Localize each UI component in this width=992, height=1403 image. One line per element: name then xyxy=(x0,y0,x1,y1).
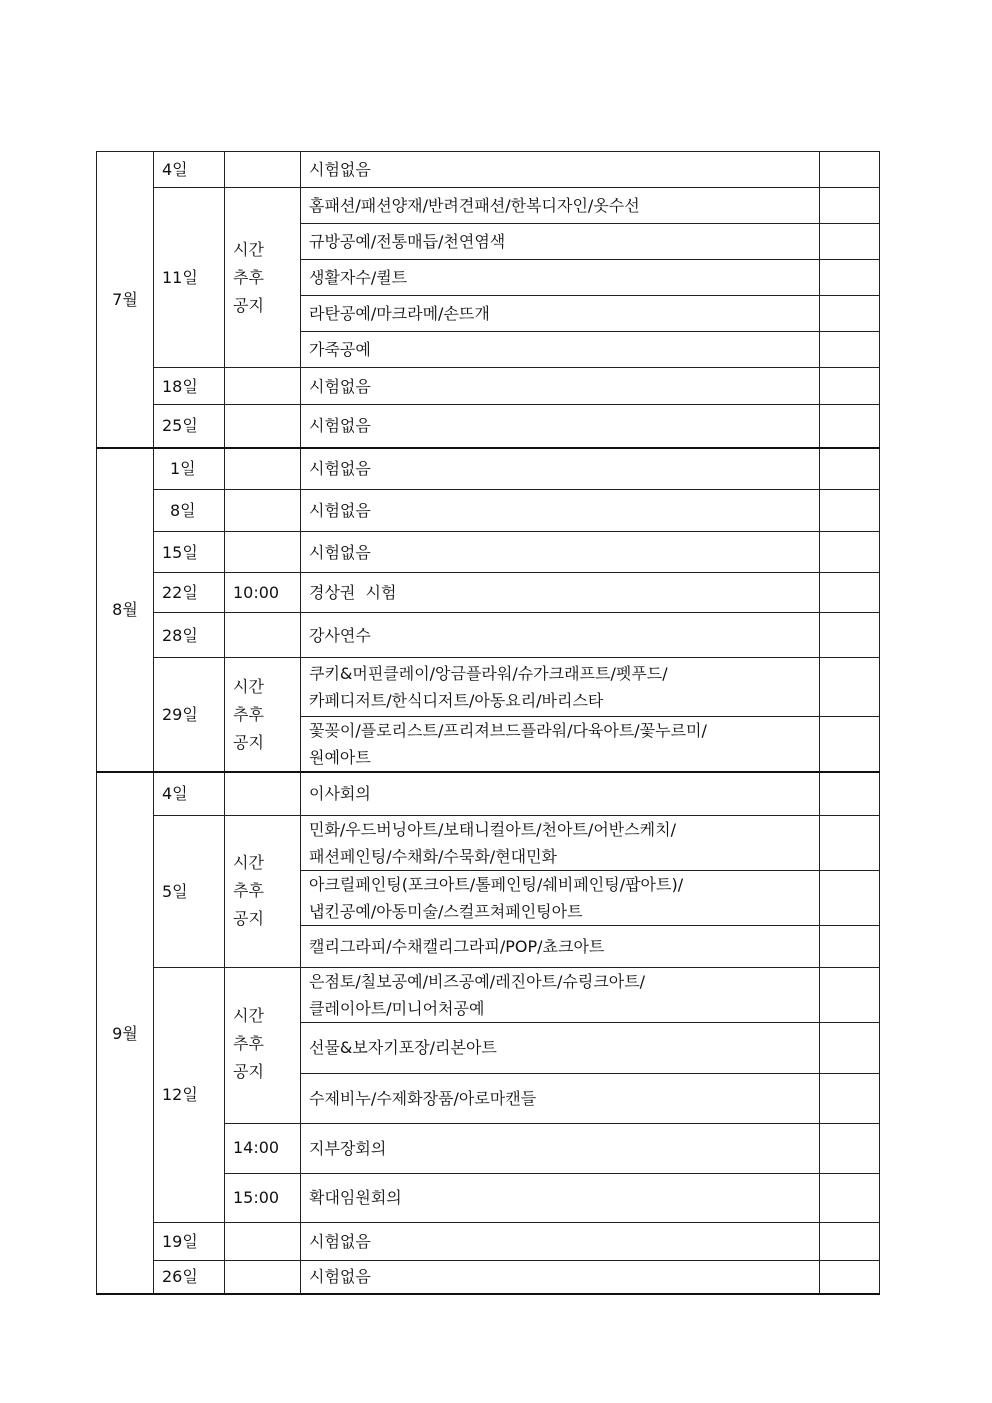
desc-line: 냅킨공예/아동미술/스컬프쳐페인팅아트 xyxy=(309,901,583,921)
desc-cell: 수제비누/수제화장품/아로마캔들 xyxy=(301,1073,820,1123)
note-cell xyxy=(820,1222,880,1260)
time-line: 공지 xyxy=(233,295,264,315)
day-cell: 19일 xyxy=(154,1222,225,1260)
note-cell xyxy=(820,1022,880,1073)
schedule-table xyxy=(96,151,880,1295)
time-line: 추후 xyxy=(233,704,264,724)
desc-line: 클레이아트/미니어처공예 xyxy=(309,998,485,1018)
desc-cell: 선물&보자기포장/리본아트 xyxy=(301,1022,820,1073)
table-row xyxy=(97,532,880,573)
note-cell xyxy=(820,1173,880,1222)
time-cell: 10:00 xyxy=(225,573,301,613)
note-cell xyxy=(820,573,880,613)
time-line: 시간 xyxy=(233,239,264,259)
note-cell xyxy=(820,658,880,717)
time-cell: 14:00 xyxy=(225,1123,301,1173)
table-row xyxy=(97,573,880,613)
time-cell xyxy=(225,448,301,490)
time-cell xyxy=(225,658,301,773)
time-line: 추후 xyxy=(233,267,264,287)
note-cell xyxy=(820,815,880,870)
time-cell xyxy=(225,772,301,815)
time-cell xyxy=(225,532,301,573)
desc-cell: 강사연수 xyxy=(301,613,820,658)
day-cell: 4일 xyxy=(154,772,225,815)
note-cell xyxy=(820,405,880,448)
time-line: 추후 xyxy=(233,1033,264,1053)
desc-cell xyxy=(301,870,820,925)
day-cell: 18일 xyxy=(154,368,225,405)
note-cell xyxy=(820,224,880,260)
table-row xyxy=(97,490,880,532)
day-cell: 11일 xyxy=(154,188,225,368)
note-cell xyxy=(820,152,880,188)
note-cell xyxy=(820,967,880,1022)
time-cell xyxy=(225,967,301,1123)
desc-line: 은점토/칠보공예/비즈공예/레진아트/슈링크아트/ xyxy=(309,971,646,991)
time-line: 추후 xyxy=(233,881,264,900)
table-row xyxy=(97,658,880,717)
day-cell: 29일 xyxy=(154,658,225,773)
day-cell: 15일 xyxy=(154,532,225,573)
day-cell xyxy=(154,448,225,490)
desc-cell: 경상권 시험 xyxy=(301,573,820,613)
day-cell: 28일 xyxy=(154,613,225,658)
note-cell xyxy=(820,368,880,405)
desc-cell: 라탄공예/마크라메/손뜨개 xyxy=(301,296,820,332)
desc-line: 민화/우드버닝아트/보태니컬아트/천아트/어반스케치/ xyxy=(309,819,676,839)
time-cell xyxy=(225,1222,301,1260)
day-text: 8일 xyxy=(170,501,196,520)
desc-cell: 시험없음 xyxy=(301,532,820,573)
time-cell xyxy=(225,815,301,967)
time-cell xyxy=(225,405,301,448)
time-cell xyxy=(225,490,301,532)
month-cell-july: 7월 xyxy=(97,152,154,448)
table-row xyxy=(97,1260,880,1294)
desc-line: 카페디저트/한식디저트/아동요리/바리스타 xyxy=(309,691,604,710)
note-cell xyxy=(820,925,880,967)
desc-cell: 지부장회의 xyxy=(301,1123,820,1173)
note-cell xyxy=(820,188,880,224)
time-line: 공지 xyxy=(233,909,264,928)
time-line: 시간 xyxy=(233,676,264,696)
day-cell: 22일 xyxy=(154,573,225,613)
note-cell xyxy=(820,332,880,368)
table-row xyxy=(97,188,880,224)
note-cell xyxy=(820,1123,880,1173)
table-row xyxy=(97,448,880,490)
time-cell xyxy=(225,188,301,368)
day-cell xyxy=(154,490,225,532)
desc-cell: 이사회의 xyxy=(301,772,820,815)
note-cell xyxy=(820,870,880,925)
desc-line: 패션페인팅/수채화/수묵화/현대민화 xyxy=(309,846,558,866)
desc-cell: 시험없음 xyxy=(301,152,820,188)
desc-cell: 시험없음 xyxy=(301,448,820,490)
table-row xyxy=(97,815,880,870)
desc-line: 쿠키&머핀클레이/앙금플라워/슈가크래프트/펫푸드/ xyxy=(309,664,668,683)
desc-line: 꽃꽂이/플로리스트/프리져브드플라워/다육아트/꽃누르미/ xyxy=(309,721,707,740)
month-cell-august: 8월 xyxy=(97,448,154,773)
note-cell xyxy=(820,532,880,573)
note-cell xyxy=(820,448,880,490)
table-row xyxy=(97,967,880,1022)
desc-cell: 가죽공예 xyxy=(301,332,820,368)
desc-cell: 규방공예/전통매듭/천연염색 xyxy=(301,224,820,260)
time-cell xyxy=(225,1260,301,1294)
desc-cell xyxy=(301,658,820,717)
time-line: 공지 xyxy=(233,1061,264,1081)
day-cell: 12일 xyxy=(154,967,225,1222)
month-cell-september: 9월 xyxy=(97,772,154,1294)
desc-cell xyxy=(301,815,820,870)
desc-cell: 시험없음 xyxy=(301,1260,820,1294)
table-row xyxy=(97,405,880,448)
note-cell xyxy=(820,490,880,532)
desc-cell: 확대임원회의 xyxy=(301,1173,820,1222)
day-cell: 25일 xyxy=(154,405,225,448)
desc-cell xyxy=(301,717,820,773)
note-cell xyxy=(820,260,880,296)
table-row xyxy=(97,613,880,658)
note-cell xyxy=(820,613,880,658)
desc-cell: 시험없음 xyxy=(301,490,820,532)
note-cell xyxy=(820,1260,880,1294)
table-row xyxy=(97,1222,880,1260)
table-row xyxy=(97,152,880,188)
day-cell: 5일 xyxy=(154,815,225,967)
table-row xyxy=(97,772,880,815)
day-cell: 26일 xyxy=(154,1260,225,1294)
note-cell xyxy=(820,1073,880,1123)
time-line: 시간 xyxy=(233,1005,264,1025)
time-cell: 15:00 xyxy=(225,1173,301,1222)
desc-line: 아크릴페인팅(포크아트/톨페인팅/쉐비페인팅/팝아트)/ xyxy=(309,874,684,894)
desc-cell: 생활자수/퀼트 xyxy=(301,260,820,296)
time-cell xyxy=(225,613,301,658)
day-cell: 4일 xyxy=(154,152,225,188)
time-cell xyxy=(225,368,301,405)
desc-cell xyxy=(301,967,820,1022)
desc-cell: 시험없음 xyxy=(301,368,820,405)
note-cell xyxy=(820,296,880,332)
time-line: 시간 xyxy=(233,853,264,872)
desc-line: 원예아트 xyxy=(309,748,371,767)
note-cell xyxy=(820,717,880,773)
desc-cell: 홈패션/패션양재/반려견패션/한복디자인/옷수선 xyxy=(301,188,820,224)
desc-cell: 캘리그라피/수채캘리그라피/POP/쵸크아트 xyxy=(301,925,820,967)
note-cell xyxy=(820,772,880,815)
time-line: 공지 xyxy=(233,732,264,752)
day-text: 1일 xyxy=(170,459,196,479)
time-cell xyxy=(225,152,301,188)
table-row xyxy=(97,368,880,405)
desc-cell: 시험없음 xyxy=(301,405,820,448)
desc-cell: 시험없음 xyxy=(301,1222,820,1260)
